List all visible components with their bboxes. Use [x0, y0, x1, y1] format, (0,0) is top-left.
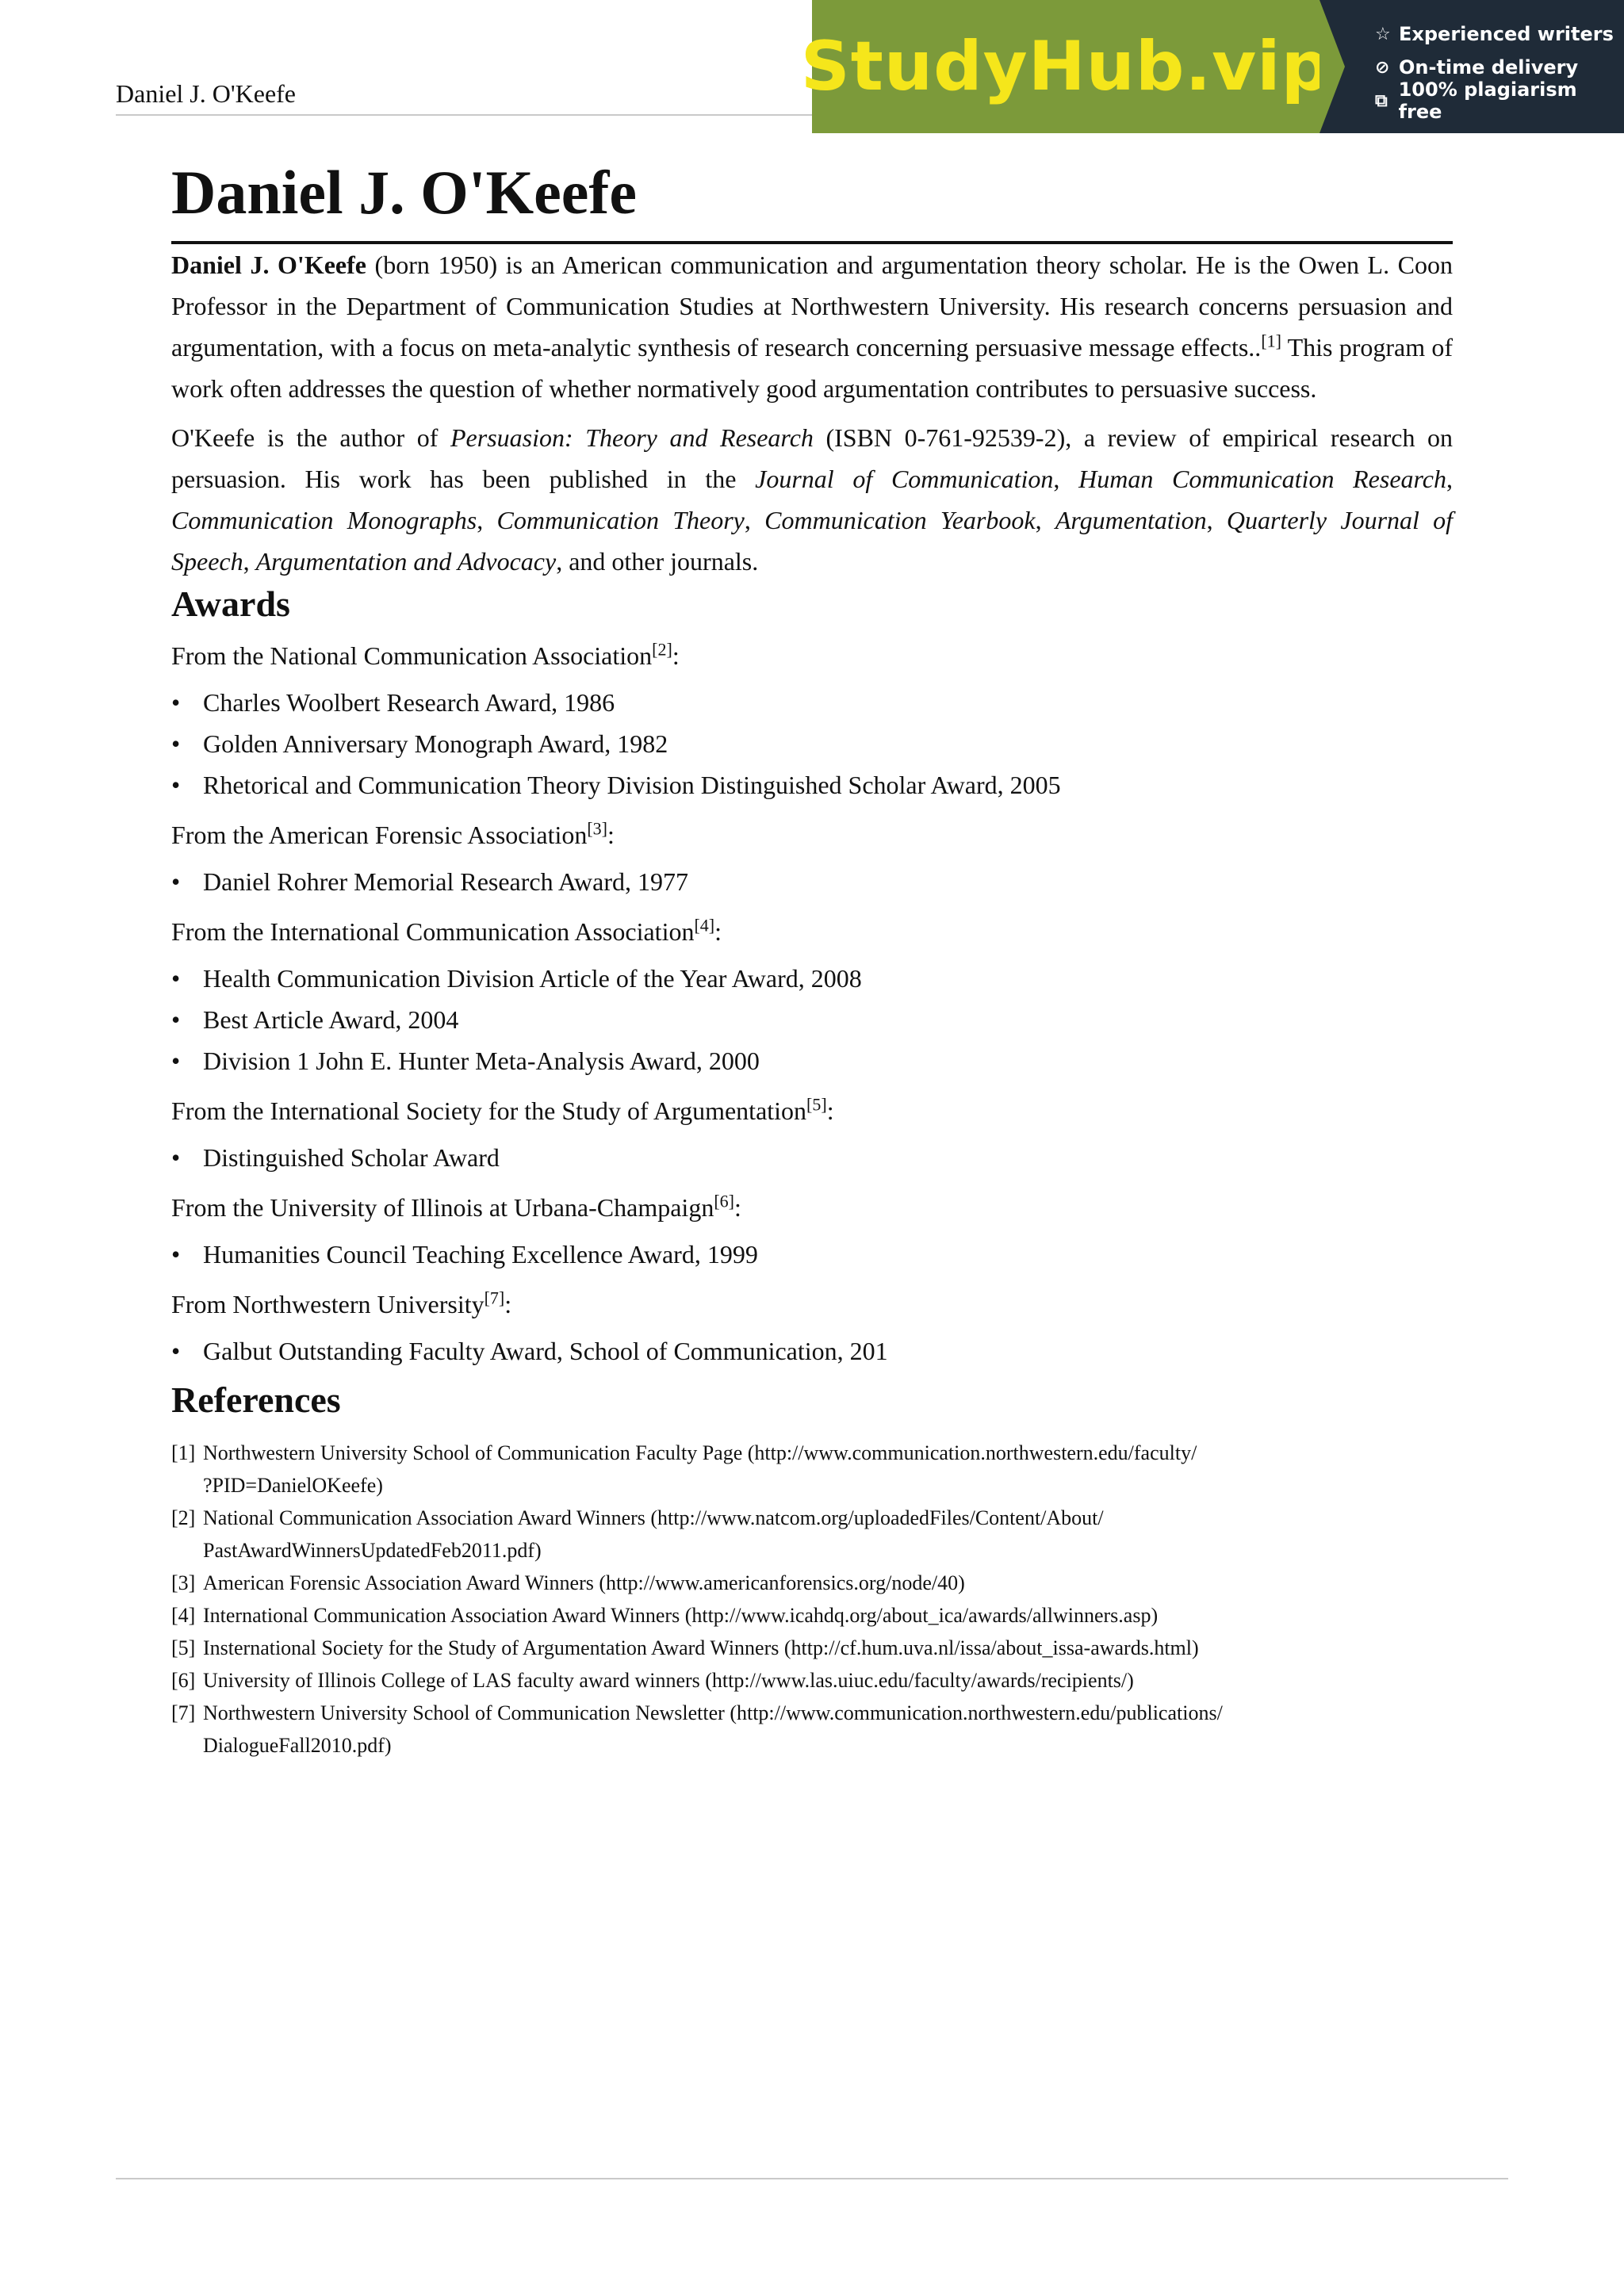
- reference-item[interactable]: [171, 1599, 1453, 1632]
- paragraph-text: (ISBN 0-761-92539-2), a review of empirical research on persuasion. His work has been published in the: [171, 423, 1454, 493]
- reference-number: [3]: [171, 1571, 196, 1594]
- separator: ,: [243, 546, 256, 576]
- publications-paragraph: [171, 417, 1453, 582]
- reference-list: [171, 1437, 1453, 1762]
- paragraph-text: , and other journals.: [556, 546, 759, 576]
- award-item: [171, 958, 1453, 999]
- award-item: [171, 682, 1453, 723]
- reference-text-cont[interactable]: DialogueFall2010.pdf): [203, 1733, 392, 1757]
- reference-item[interactable]: [171, 1664, 1453, 1697]
- reference-number: [1]: [171, 1441, 196, 1464]
- award-group: [171, 815, 1453, 902]
- award-text: Charles Woolbert Research Award, 1986: [203, 687, 615, 717]
- award-item: [171, 1330, 1453, 1372]
- award-group: [171, 1091, 1453, 1178]
- award-source-text: From the International Society for the Study of Argumentation: [171, 1096, 807, 1125]
- reference-text-cont[interactable]: PastAwardWinnersUpdatedFeb2011.pdf): [203, 1538, 542, 1562]
- running-header-title: Daniel J. O'Keefe: [116, 79, 296, 108]
- reference-link[interactable]: [4]: [694, 915, 715, 936]
- page-title: Daniel J. O'Keefe: [171, 159, 1453, 244]
- reference-text[interactable]: University of Illinois College of LAS faculty award winners (http://www.las.uiuc.edu/faculty/awards/recipients/): [203, 1668, 1134, 1692]
- reference-number: [5]: [171, 1636, 196, 1659]
- references-heading: References: [171, 1379, 341, 1420]
- reference-item[interactable]: [171, 1437, 1453, 1502]
- colon: :: [504, 1289, 512, 1318]
- award-source-text: From Northwestern University: [171, 1289, 485, 1318]
- award-source: [171, 912, 1453, 951]
- reference-text[interactable]: American Forensic Association Award Winners (http://www.americanforensics.org/node/40): [203, 1571, 965, 1594]
- award-text: Division 1 John E. Hunter Meta-Analysis Award, 2000: [203, 1046, 760, 1075]
- article-body: [171, 159, 1453, 1762]
- separator: ,: [1446, 464, 1454, 493]
- award-source: [171, 1188, 1453, 1227]
- award-text: Rhetorical and Communication Theory Division Distinguished Scholar Award, 2005: [203, 770, 1061, 799]
- bullet: •: [171, 1142, 181, 1172]
- award-list: [171, 1234, 1453, 1275]
- awards-heading: Awards: [171, 583, 290, 624]
- bullet: •: [171, 1239, 181, 1269]
- colon: :: [733, 1192, 741, 1222]
- intro-paragraph: [171, 244, 1453, 409]
- journal-title: Communication Monographs: [171, 505, 477, 534]
- award-text: Distinguished Scholar Award: [203, 1142, 500, 1172]
- reference-item[interactable]: [171, 1567, 1453, 1599]
- reference-number: [2]: [171, 1506, 196, 1529]
- award-item: [171, 861, 1453, 902]
- reference-text[interactable]: Northwestern University School of Communication Faculty Page (http://www.communication.northwestern.edu/faculty/: [203, 1441, 1197, 1464]
- book-title: Persuasion: Theory and Research: [450, 423, 814, 452]
- award-group: [171, 1284, 1453, 1372]
- award-list: [171, 682, 1453, 806]
- banner-feature: [1375, 17, 1624, 51]
- banner-feature: [1375, 78, 1624, 123]
- award-group: [171, 912, 1453, 1081]
- award-list: [171, 861, 1453, 902]
- colon: :: [607, 820, 615, 849]
- award-text: Galbut Outstanding Faculty Award, School of Communication, 201: [203, 1336, 888, 1365]
- reference-text-cont[interactable]: ?PID=DanielOKeefe): [203, 1473, 383, 1497]
- journal-title: Communication Theory: [496, 505, 745, 534]
- studyhub-ad-banner[interactable]: [800, 0, 1624, 133]
- copy-icon: ⧉: [1375, 90, 1388, 111]
- banner-feature-label: 100% plagiarism free: [1398, 78, 1577, 123]
- banner-feature-label: On-time delivery: [1399, 56, 1579, 78]
- award-text: Best Article Award, 2004: [203, 1004, 459, 1034]
- banner-feature-label: Experienced writers: [1399, 23, 1614, 45]
- award-source-text: From the American Forensic Association: [171, 820, 588, 849]
- journal-title: Quarterly Journal of Speech: [171, 505, 1454, 576]
- award-source-text: From the University of Illinois at Urbana-Champaign: [171, 1192, 714, 1222]
- clock-icon: ⊘: [1375, 57, 1390, 78]
- bullet: •: [171, 687, 181, 717]
- award-item: [171, 999, 1453, 1040]
- journal-title: Human Communication Research: [1078, 464, 1447, 493]
- reference-number: [4]: [171, 1603, 196, 1627]
- separator: ,: [1206, 505, 1227, 534]
- separator: ,: [477, 505, 497, 534]
- award-text: Humanities Council Teaching Excellence Award, 1999: [203, 1239, 758, 1269]
- award-source-text: From the National Communication Association: [171, 641, 653, 670]
- award-item: [171, 723, 1453, 764]
- separator: ,: [744, 505, 765, 534]
- award-source: [171, 1284, 1453, 1324]
- reference-text[interactable]: Northwestern University School of Communication Newsletter (http://www.communication.northwestern.edu/publications/: [203, 1701, 1223, 1724]
- award-source: [171, 815, 1453, 855]
- studyhub-logo[interactable]: StudyHub.vip: [800, 27, 1331, 106]
- award-source: [171, 1091, 1453, 1131]
- reference-text[interactable]: International Communication Association Award Winners (http://www.icahdq.org/about_ica/awards/allwinners.asp): [203, 1603, 1159, 1627]
- journal-title: Journal of Communication: [755, 464, 1054, 493]
- reference-item[interactable]: [171, 1697, 1453, 1762]
- reference-number: [6]: [171, 1668, 196, 1692]
- reference-item[interactable]: [171, 1632, 1453, 1664]
- subject-name: Daniel J. O'Keefe: [171, 250, 366, 279]
- bullet: •: [171, 1336, 181, 1365]
- award-source: [171, 636, 1453, 675]
- paragraph-text: O'Keefe is the author of: [171, 423, 450, 452]
- colon: :: [714, 916, 722, 946]
- bullet: •: [171, 867, 181, 896]
- journal-title: Argumentation: [1055, 505, 1207, 534]
- intro-text: (born 1950) is an American communication and argumentation theory scholar. He is the Owen L. Coon Professor in the Department of Communication Studies at Northwestern University. His research concerns persuasion and argumentation, with a focus on meta-analytic synthesis of research concerning persuasive message effects..: [171, 250, 1454, 362]
- award-group: [171, 636, 1453, 806]
- bullet: •: [171, 770, 181, 799]
- separator: ,: [1053, 464, 1079, 493]
- reference-link[interactable]: [7]: [484, 1288, 505, 1308]
- banner-feature-list: [1320, 0, 1624, 133]
- journal-title: Communication Yearbook: [764, 505, 1036, 534]
- separator: ,: [1035, 505, 1055, 534]
- reference-text[interactable]: National Communication Association Award Winners (http://www.natcom.org/uploadedFiles/Content/About/: [203, 1506, 1104, 1529]
- colon: :: [826, 1096, 834, 1125]
- star-icon: ☆: [1375, 24, 1391, 44]
- footer-divider: [116, 2178, 1508, 2179]
- award-list: [171, 1137, 1453, 1178]
- reference-link[interactable]: [6]: [714, 1191, 734, 1211]
- reference-link[interactable]: [1]: [1261, 331, 1281, 351]
- reference-item[interactable]: [171, 1502, 1453, 1567]
- award-list: [171, 1330, 1453, 1372]
- award-item: [171, 1137, 1453, 1178]
- award-source-text: From the International Communication Association: [171, 916, 695, 946]
- bullet: •: [171, 1046, 181, 1075]
- colon: :: [672, 641, 680, 670]
- award-list: [171, 958, 1453, 1081]
- award-text: Daniel Rohrer Memorial Research Award, 1977: [203, 867, 688, 896]
- reference-number: [7]: [171, 1701, 196, 1724]
- reference-link[interactable]: [2]: [652, 639, 672, 660]
- bullet: •: [171, 1004, 181, 1034]
- journal-title: Argumentation and Advocacy: [255, 546, 557, 576]
- bullet: •: [171, 963, 181, 993]
- award-item: [171, 764, 1453, 806]
- award-text: Golden Anniversary Monograph Award, 1982: [203, 729, 668, 758]
- intro-text: This program of work often addresses the question of whether normatively good argumentation contributes to persuasive success.: [171, 332, 1454, 403]
- award-item: [171, 1234, 1453, 1275]
- reference-link[interactable]: [3]: [587, 818, 608, 839]
- reference-text[interactable]: Insternational Society for the Study of Argumentation Award Winners (http://cf.hum.uva.nl/issa/about_issa-awards.html): [203, 1636, 1199, 1659]
- award-item: [171, 1040, 1453, 1081]
- bullet: •: [171, 729, 181, 758]
- banner-brand-panel[interactable]: [800, 0, 1331, 133]
- reference-link[interactable]: [5]: [806, 1094, 827, 1115]
- award-text: Health Communication Division Article of the Year Award, 2008: [203, 963, 862, 993]
- award-group: [171, 1188, 1453, 1275]
